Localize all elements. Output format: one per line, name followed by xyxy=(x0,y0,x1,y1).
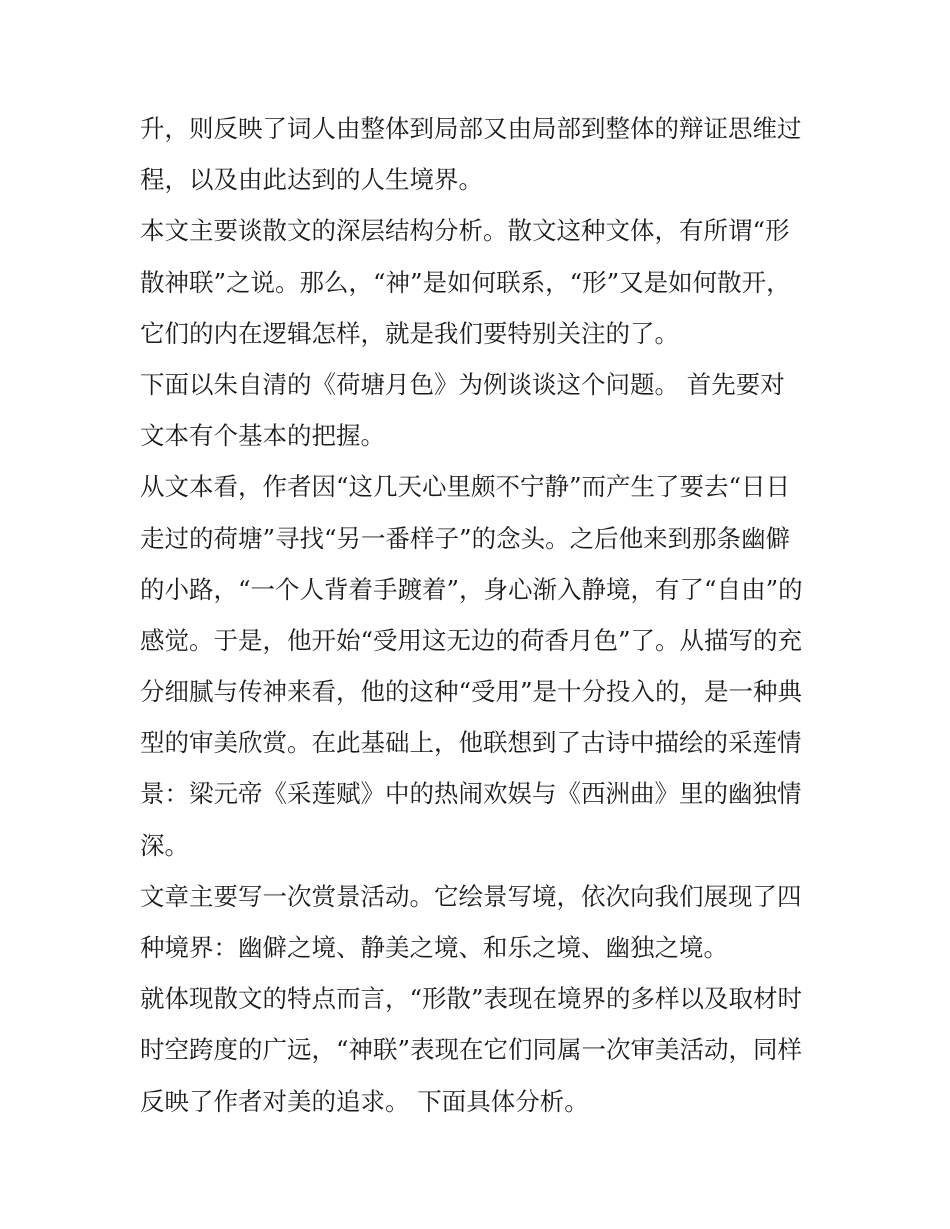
text-line: 它们的内在逻辑怎样，就是我们要特别关注的了。 xyxy=(140,318,679,348)
text-line: 感觉。于是，他开始“受用这无边的荷香月色”了。从描写的充 xyxy=(140,625,803,655)
text-line: 散神联”之说。那么，“神”是如何联系，“形”又是如何散开， xyxy=(140,267,791,297)
text-line: 的小路，“一个人背着手踱着”，身心渐入静境，有了“自由”的 xyxy=(140,574,803,604)
text-line: 文本有个基本的把握。 xyxy=(140,421,385,451)
text-line: 文章主要写一次赏景活动。它绘景写境，依次向我们展现了四 xyxy=(140,881,802,911)
text-line: 分细腻与传神来看，他的这种“受用”是十分投入的，是一种典 xyxy=(140,677,803,707)
text-line: 就体现散文的特点而言，“形散”表现在境界的多样以及取材时 xyxy=(140,984,803,1014)
text-line: 反映了作者对美的追求。 下面具体分析。 xyxy=(140,1086,589,1116)
document-body xyxy=(140,103,820,1127)
text-line: 型的审美欣赏。在此基础上，他联想到了古诗中描绘的采莲情 xyxy=(140,728,802,758)
text-line: 种境界：幽僻之境、静美之境、和乐之境、幽独之境。 xyxy=(140,933,728,962)
text-line: 从文本看，作者因“这几天心里颇不宁静”而产生了要去“日日 xyxy=(140,472,791,502)
text-line: 深。 xyxy=(140,830,189,860)
text-line: 景：梁元帝《采莲赋》中的热闹欢娱与《西洲曲》里的幽独情 xyxy=(140,779,802,809)
text-line: 本文主要谈散文的深层结构分析。散文这种文体，有所谓“形 xyxy=(140,216,790,246)
text-line: 程，以及由此达到的人生境界。 xyxy=(140,165,483,195)
text-line: 走过的荷塘”寻找“另一番样子”的念头。之后他来到那条幽僻 xyxy=(140,523,791,553)
text-line: 升，则反映了词人由整体到局部又由局部到整体的辩证思维过 xyxy=(140,114,802,143)
text-line: 时空跨度的广远，“神联”表现在它们同属一次审美活动，同样 xyxy=(140,1035,803,1065)
text-line: 下面以朱自清的《荷塘月色》为例谈谈这个问题。 首先要对 xyxy=(140,369,785,399)
